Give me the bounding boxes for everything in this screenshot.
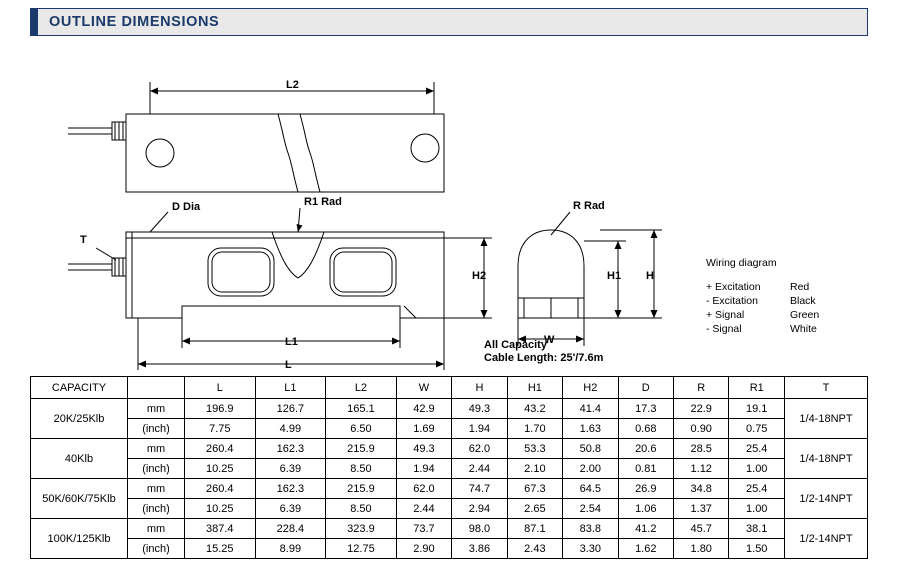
- wiring-row-2-color: Green: [790, 309, 820, 321]
- cell-h1-inch: 2.43: [507, 539, 562, 559]
- cell-r-mm: 45.7: [674, 519, 729, 539]
- cell-unit-mm: mm: [128, 519, 185, 539]
- cell-l-mm: 260.4: [185, 439, 256, 459]
- cell-l-inch: 10.25: [185, 459, 256, 479]
- header-accent-bar: [31, 9, 38, 35]
- dimensions-table: [30, 376, 868, 559]
- label-r1-rad: R1 Rad: [304, 196, 342, 208]
- cell-r1-inch: 1.50: [729, 539, 785, 559]
- cell-l-mm: 196.9: [185, 399, 256, 419]
- cell-d-inch: 1.06: [618, 499, 673, 519]
- label-w: W: [544, 334, 555, 346]
- cell-l1-inch: 8.99: [255, 539, 326, 559]
- cell-h-inch: 2.94: [452, 499, 507, 519]
- cell-w-inch: 1.94: [396, 459, 451, 479]
- label-l1: L1: [285, 336, 298, 348]
- cell-l1-inch: 4.99: [255, 419, 326, 439]
- cell-l-mm: 260.4: [185, 479, 256, 499]
- cell-unit-inch: (inch): [128, 499, 185, 519]
- cell-w-mm: 42.9: [396, 399, 451, 419]
- cell-r-inch: 1.80: [674, 539, 729, 559]
- header-h1: H1: [507, 377, 562, 399]
- cell-capacity: 50K/60K/75Klb: [31, 479, 128, 519]
- cell-h1-mm: 53.3: [507, 439, 562, 459]
- wiring-row-0-color: Red: [790, 281, 810, 293]
- cell-r-mm: 28.5: [674, 439, 729, 459]
- header-r1: R1: [729, 377, 785, 399]
- cell-w-mm: 73.7: [396, 519, 451, 539]
- cell-l2-inch: 6.50: [326, 419, 397, 439]
- cell-r1-mm: 19.1: [729, 399, 785, 419]
- cell-h2-mm: 64.5: [563, 479, 618, 499]
- cell-r1-mm: 25.4: [729, 479, 785, 499]
- cell-d-inch: 0.68: [618, 419, 673, 439]
- cell-l-mm: 387.4: [185, 519, 256, 539]
- cell-unit-inch: (inch): [128, 459, 185, 479]
- cell-h-inch: 3.86: [452, 539, 507, 559]
- cell-h2-mm: 50.8: [563, 439, 618, 459]
- cell-h1-mm: 87.1: [507, 519, 562, 539]
- label-h: H: [646, 270, 654, 282]
- table-row: [31, 459, 868, 479]
- table-row: [31, 479, 868, 499]
- cell-l2-inch: 8.50: [326, 499, 397, 519]
- cell-l-inch: 10.25: [185, 499, 256, 519]
- outline-drawing: [0, 36, 898, 374]
- cell-l2-mm: 323.9: [326, 519, 397, 539]
- cell-thread: 1/4-18NPT: [785, 439, 868, 479]
- label-d-dia: D Dia: [172, 201, 201, 213]
- cell-unit-mm: mm: [128, 399, 185, 419]
- cell-d-inch: 0.81: [618, 459, 673, 479]
- cell-d-mm: 20.6: [618, 439, 673, 459]
- cell-h2-mm: 83.8: [563, 519, 618, 539]
- cell-l1-inch: 6.39: [255, 459, 326, 479]
- table-row: [31, 519, 868, 539]
- note-all-capacity: All Capacity: [484, 339, 547, 351]
- header-h2: H2: [563, 377, 618, 399]
- cell-h-inch: 2.44: [452, 459, 507, 479]
- cell-unit-inch: (inch): [128, 419, 185, 439]
- wiring-row-1-signal: - Excitation: [706, 295, 758, 307]
- label-l: L: [285, 359, 292, 371]
- table-row: [31, 399, 868, 419]
- cell-l2-mm: 215.9: [326, 439, 397, 459]
- header-r: R: [674, 377, 729, 399]
- label-r-rad: R Rad: [573, 200, 605, 212]
- cell-l1-mm: 126.7: [255, 399, 326, 419]
- cell-l2-inch: 12.75: [326, 539, 397, 559]
- cell-w-inch: 2.90: [396, 539, 451, 559]
- cell-h-inch: 1.94: [452, 419, 507, 439]
- cell-l1-mm: 162.3: [255, 479, 326, 499]
- cell-r1-mm: 25.4: [729, 439, 785, 459]
- header-l2: L2: [326, 377, 397, 399]
- cell-r1-inch: 0.75: [729, 419, 785, 439]
- table-header-row: [31, 377, 868, 399]
- cell-h2-mm: 41.4: [563, 399, 618, 419]
- wiring-row-3-color: White: [790, 323, 817, 335]
- section-header: [30, 8, 868, 36]
- table-row: [31, 439, 868, 459]
- cell-l-inch: 15.25: [185, 539, 256, 559]
- label-l2: L2: [286, 79, 299, 91]
- wiring-row-2-signal: + Signal: [706, 309, 745, 321]
- cell-d-mm: 41.2: [618, 519, 673, 539]
- cell-h2-inch: 3.30: [563, 539, 618, 559]
- cell-r-inch: 1.37: [674, 499, 729, 519]
- header-l: L: [185, 377, 256, 399]
- cell-unit-mm: mm: [128, 479, 185, 499]
- label-h2: H2: [472, 270, 487, 282]
- wiring-row-1-color: Black: [790, 295, 816, 307]
- label-h1: H1: [607, 270, 622, 282]
- cell-r-mm: 34.8: [674, 479, 729, 499]
- cell-h1-inch: 2.10: [507, 459, 562, 479]
- wiring-row-0-signal: + Excitation: [706, 281, 761, 293]
- header-l1: L1: [255, 377, 326, 399]
- cell-h1-inch: 2.65: [507, 499, 562, 519]
- header-w: W: [396, 377, 451, 399]
- label-t: T: [80, 234, 87, 246]
- cell-l2-mm: 215.9: [326, 479, 397, 499]
- wiring-row-3-signal: - Signal: [706, 323, 742, 335]
- cell-l-inch: 7.75: [185, 419, 256, 439]
- cell-h1-inch: 1.70: [507, 419, 562, 439]
- cell-l2-inch: 8.50: [326, 459, 397, 479]
- cell-r1-mm: 38.1: [729, 519, 785, 539]
- cell-capacity: 100K/125Klb: [31, 519, 128, 559]
- table-row: [31, 539, 868, 559]
- cell-l1-mm: 162.3: [255, 439, 326, 459]
- cell-r-inch: 1.12: [674, 459, 729, 479]
- cell-w-inch: 2.44: [396, 499, 451, 519]
- table-row: [31, 499, 868, 519]
- page-title: OUTLINE DIMENSIONS: [49, 14, 220, 30]
- cell-w-mm: 62.0: [396, 479, 451, 499]
- cell-d-mm: 26.9: [618, 479, 673, 499]
- table-row: [31, 419, 868, 439]
- cell-d-mm: 17.3: [618, 399, 673, 419]
- header-t: T: [785, 377, 868, 399]
- cell-r1-inch: 1.00: [729, 499, 785, 519]
- header-d: D: [618, 377, 673, 399]
- cell-thread: 1/2-14NPT: [785, 519, 868, 559]
- cell-capacity: 40Klb: [31, 439, 128, 479]
- cell-h1-mm: 43.2: [507, 399, 562, 419]
- cell-thread: 1/4-18NPT: [785, 399, 868, 439]
- cell-r1-inch: 1.00: [729, 459, 785, 479]
- cell-h2-inch: 2.54: [563, 499, 618, 519]
- cell-w-inch: 1.69: [396, 419, 451, 439]
- cell-r-inch: 0.90: [674, 419, 729, 439]
- cell-l1-inch: 6.39: [255, 499, 326, 519]
- cell-unit-mm: mm: [128, 439, 185, 459]
- header-h: H: [452, 377, 507, 399]
- cell-h-mm: 49.3: [452, 399, 507, 419]
- cell-thread: 1/2-14NPT: [785, 479, 868, 519]
- note-cable-length: Cable Length: 25'/7.6m: [484, 352, 604, 364]
- cell-r-mm: 22.9: [674, 399, 729, 419]
- cell-h1-mm: 67.3: [507, 479, 562, 499]
- cell-unit-inch: (inch): [128, 539, 185, 559]
- cell-h-mm: 98.0: [452, 519, 507, 539]
- cell-h2-inch: 1.63: [563, 419, 618, 439]
- wiring-diagram-title: Wiring diagram: [706, 257, 777, 269]
- cell-h-mm: 74.7: [452, 479, 507, 499]
- header-units: [128, 377, 185, 399]
- cell-d-inch: 1.62: [618, 539, 673, 559]
- cell-l1-mm: 228.4: [255, 519, 326, 539]
- cell-l2-mm: 165.1: [326, 399, 397, 419]
- cell-h2-inch: 2.00: [563, 459, 618, 479]
- header-capacity: CAPACITY: [31, 377, 128, 399]
- cell-capacity: 20K/25Klb: [31, 399, 128, 439]
- cell-w-mm: 49.3: [396, 439, 451, 459]
- cell-h-mm: 62.0: [452, 439, 507, 459]
